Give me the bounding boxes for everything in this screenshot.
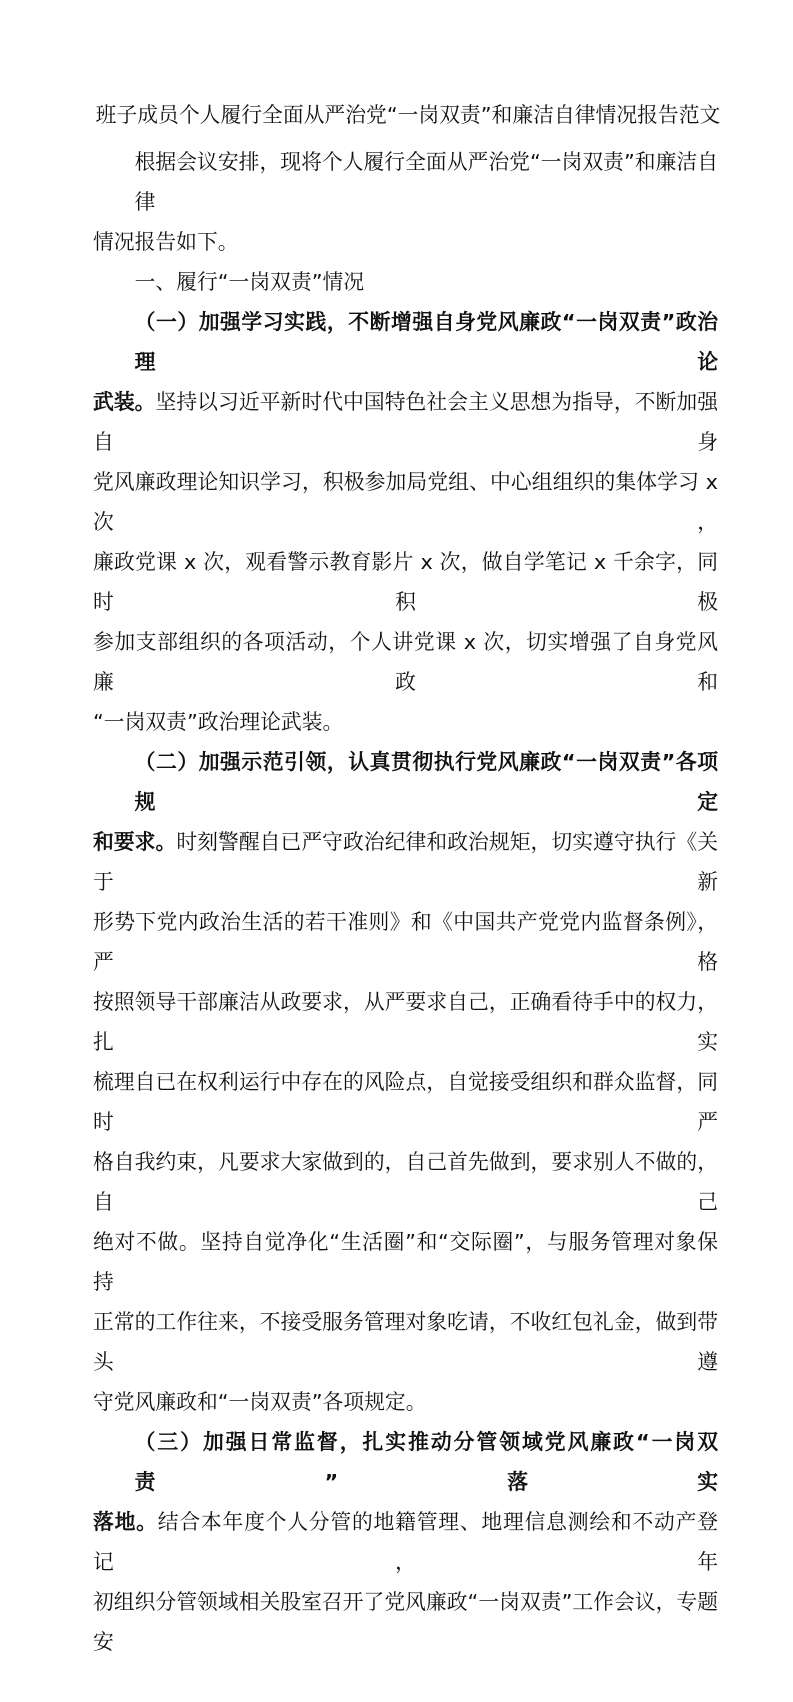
bold-heading-text: （二）加强示范引领，认真贯彻执行党风廉政“一岗双责”各项规定 — [134, 750, 718, 814]
text-line — [93, 702, 718, 742]
body-text: 初组织分管领域相关股室召开了党风廉政“一岗双责”工作会议，专题安 — [93, 1590, 718, 1654]
text-line — [93, 1502, 718, 1582]
text-line — [93, 142, 718, 222]
bold-heading-text: 武装。 — [93, 390, 156, 414]
body-text: 绝对不做。坚持自觉净化“生活圈”和“交际圈”，与服务管理对象保持 — [93, 1230, 718, 1294]
document-title: 班子成员个人履行全面从严治党“一岗双责”和廉洁自律情况报告范文 — [95, 103, 721, 127]
body-text: 一、履行“一岗双责”情况 — [134, 270, 365, 294]
body-text: 坚持以习近平新时代中国特色社会主义思想为指导，不断加强自身 — [93, 390, 719, 454]
text-line — [93, 1302, 718, 1382]
text-line — [93, 222, 718, 262]
body-text: 守党风廉政和“一岗双责”各项规定。 — [93, 1390, 427, 1414]
text-line — [93, 982, 718, 1062]
text-line — [93, 742, 718, 822]
body-text: 党风廉政理论知识学习，积极参加局党组、中心组组织的集体学习 x 次， — [93, 470, 718, 534]
bold-heading-text: 和要求。 — [93, 830, 177, 854]
body-text: 格自我约束，凡要求大家做到的，自己首先做到，要求别人不做的，自己 — [93, 1150, 718, 1214]
body-text: 正常的工作往来，不接受服务管理对象吃请，不收红包礼金，做到带头遵 — [93, 1310, 718, 1374]
text-line — [93, 262, 718, 302]
body-text: “一岗双责”政治理论武装。 — [93, 710, 344, 734]
bold-heading-text: 落地。 — [93, 1510, 158, 1534]
text-line — [93, 822, 718, 902]
body-text: 结合本年度个人分管的地籍管理、地理信息测绘和不动产登记，年 — [93, 1510, 719, 1574]
body-text: 廉政党课 x 次，观看警示教育影片 x 次，做自学笔记 x 千余字，同时积极 — [93, 550, 718, 614]
body-text: 根据会议安排，现将个人履行全面从严治党“一岗双责”和廉洁自律 — [134, 150, 718, 214]
body-text: 形势下党内政治生活的若干准则》和《中国共产党党内监督条例》，严格 — [93, 910, 718, 974]
text-line — [93, 302, 718, 382]
body-text: 梳理自已在权利运行中存在的风险点，自觉接受组织和群众监督，同时严 — [93, 1070, 718, 1134]
text-line — [93, 1582, 718, 1662]
document-body — [93, 142, 718, 1662]
body-text: 按照领导干部廉洁从政要求，从严要求自己，正确看待手中的权力，扎实 — [93, 990, 718, 1054]
body-text: 参加支部组织的各项活动，个人讲党课 x 次，切实增强了自身党风廉政和 — [93, 630, 718, 694]
text-line — [93, 622, 718, 702]
text-line — [93, 1422, 718, 1502]
text-line — [93, 1062, 718, 1142]
text-line — [93, 542, 718, 622]
text-line — [93, 462, 718, 542]
text-line — [93, 1222, 718, 1302]
text-line — [93, 1382, 718, 1422]
body-text: 情况报告如下。 — [93, 230, 239, 254]
text-line — [93, 902, 718, 982]
text-line — [93, 1142, 718, 1222]
body-text: 时刻警醒自已严守政治纪律和政治规矩，切实遵守执行《关于新 — [93, 830, 719, 894]
text-line — [93, 382, 718, 462]
bold-heading-text: （一）加强学习实践，不断增强自身党风廉政“一岗双责”政治理论 — [134, 310, 718, 374]
bold-heading-text: （三）加强日常监督，扎实推动分管领域党风廉政“一岗双责”落实 — [134, 1430, 718, 1494]
